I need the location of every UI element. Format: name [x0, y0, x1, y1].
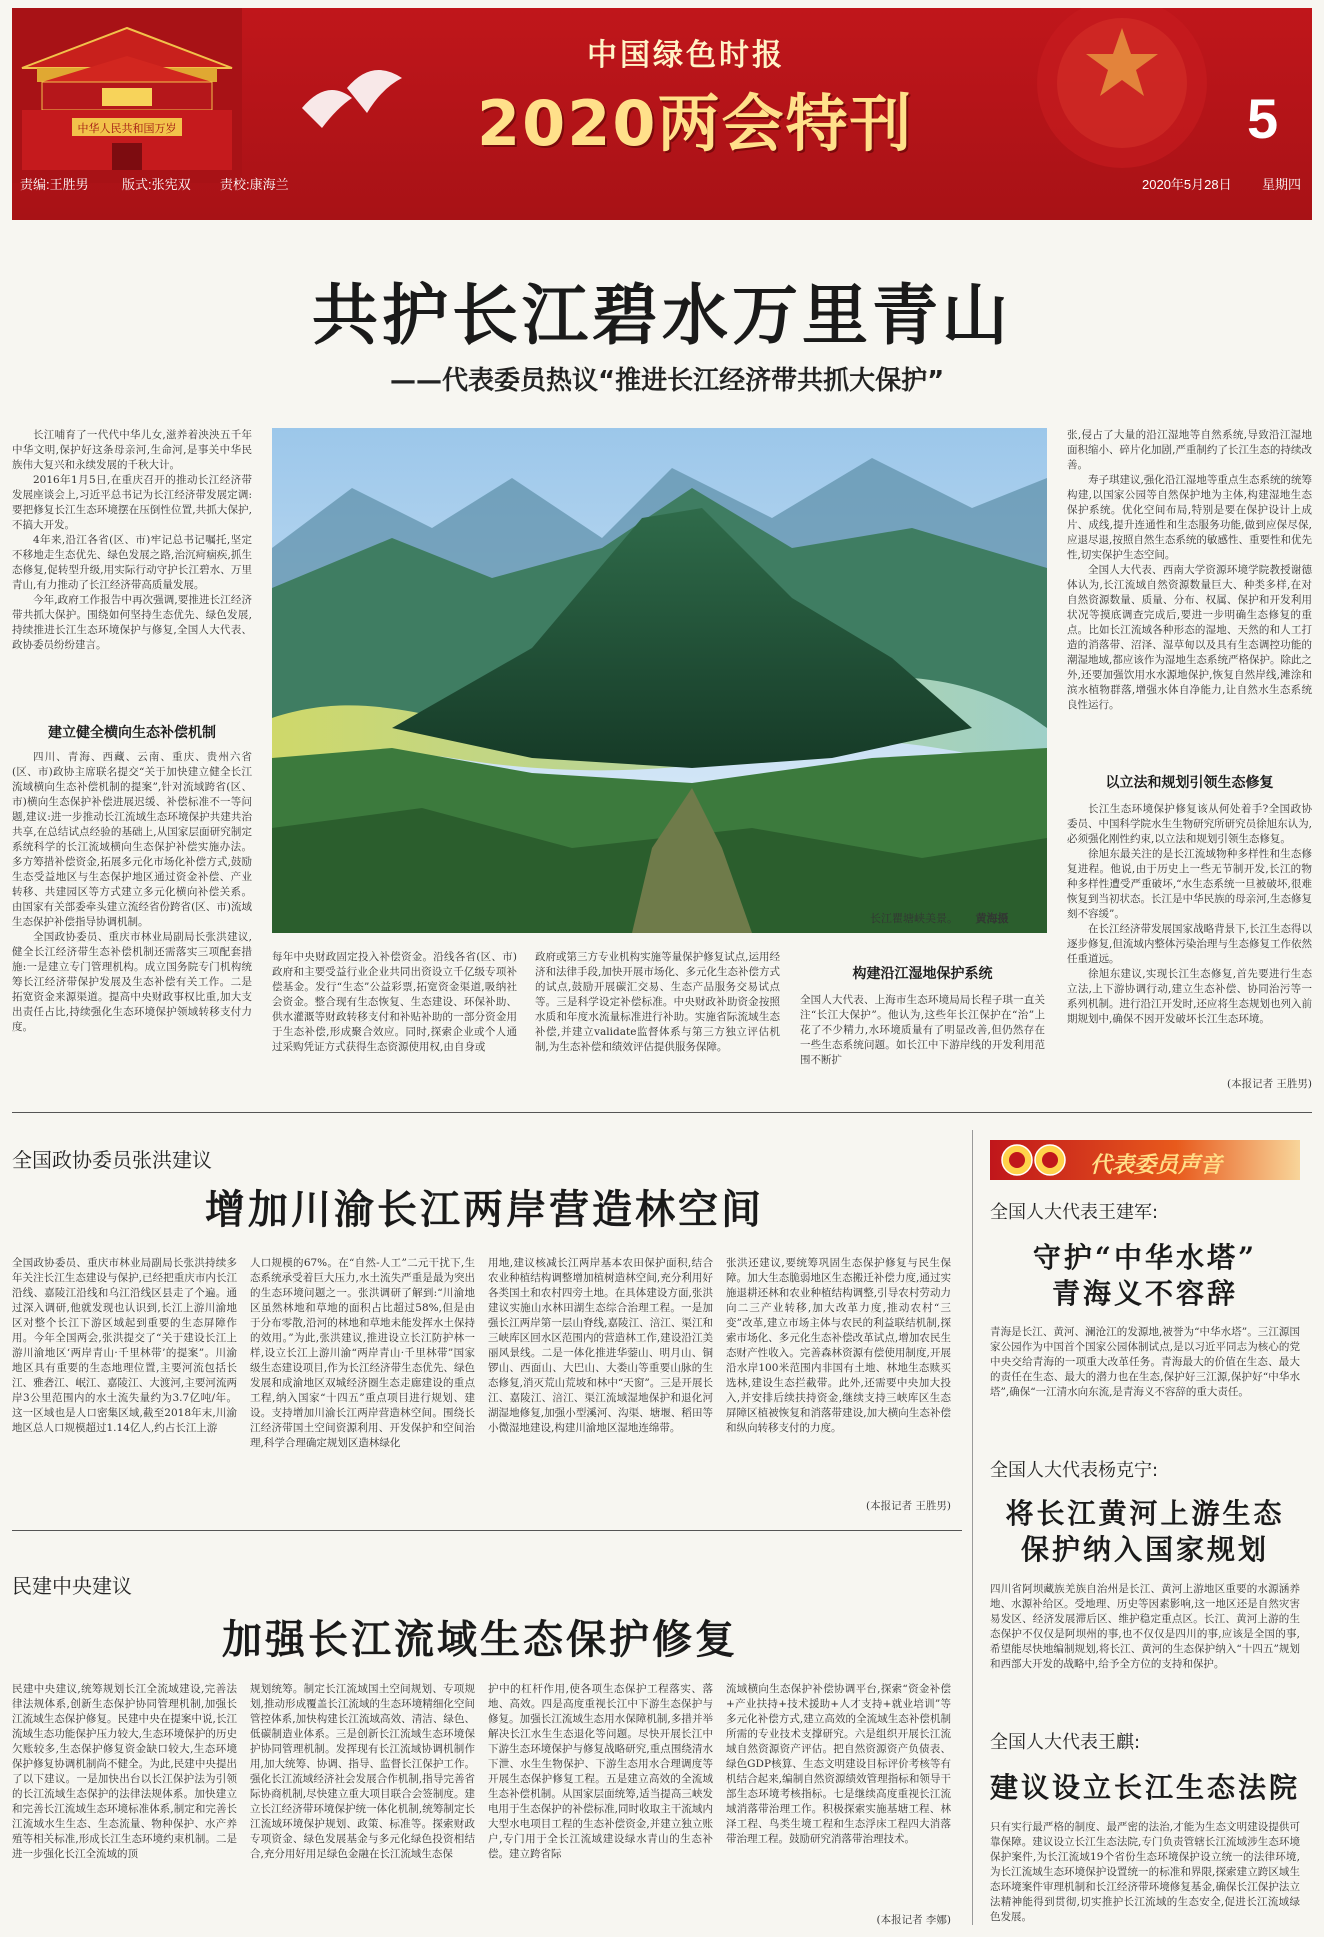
- article-column: 只有实行最严格的制度、最严密的法治,才能为生态文明建设提供可靠保障。建议设立长江生态法院,专门负责管辖长江流域涉生态环境保护案件,为长江流域19个省份生态环境保护设立统一的法律环境,为长江流域生态环境保护设置统一的标准和界限,探索建立跨区域生态环境案件审理机制和长江经济带环境修复基金,确保长江保护法立法精神能得到贯彻,切实推护长江流域的生态安全,促进长江流域绿色发展。: [990, 1821, 1300, 1923]
- article-column: 护中的杠杆作用,使各项生态保护工程落实、落地、高效。四是高度重视长江中下游生态保护与修复。加强长江流域生态用水保障机制,多措并举解决长江水生生态退化等问题。尽快开展长江中下游生态环境保护与修复战略研究,重点围绕清水下泄、水生生物保护、下游生态用水合理调度等开展生态保护修复工程。五是建立高效的全流域生态补偿机制。从国家层面统筹,适当提高三峡发电用于生态保护的补偿标准,同时收取主干流域内大型水电项目工程的生态补偿资金,并建立独立账户,专门用于全长江流域建设绿水青山的生态补偿。建立跨省际: [488, 1683, 713, 1860]
- article-column: 四川省阿坝藏族羌族自治州是长江、黄河上游地区重要的水源涵养地、水源补给区。受地理、历史等因素影响,这一地区还是自然灾害易发区、经济发展滞后区、维护稳定重点区。长江、黄河上游的生态保护不仅仅是阿坝州的事,也不仅仅是四川的事,应该是全国的事,希望能尽快地编制规划,将长江、黄河的生态保护纳入“十四五”规划和西部大开发的战略中,给予全方位的支持和保护。: [990, 1583, 1300, 1670]
- section-label: 全国政协委员张洪建议: [12, 1148, 212, 1172]
- byline: (本报记者 王胜男): [865, 1500, 951, 1512]
- main-story-column-3: 政府或第三方专业机构实施等量保护修复试点,运用经济和法律手段,加快开展市场化、多元化生态补偿方式的试点,鼓励开展碳汇交易、生态产品服务交易试点等。三是科学设定补偿标准。中央财政补助资金按照水质和年度水流量标准进行补助。实施省际流域生态补偿,并建立validate监督体系与第三方独立评估机制,为生态补偿和绩效评估提供服务保障。: [535, 951, 780, 1053]
- article-title-line: 守护“中华水塔”: [1032, 1241, 1258, 1274]
- section-label: 民建中央建议: [12, 1574, 132, 1598]
- article-title: [990, 1240, 1300, 1312]
- main-story-column-1b: [12, 750, 252, 1080]
- paragraph: 张,侵占了大量的沿江湿地等自然系统,导致沿江湿地面积缩小、碎片化加剧,严重制约了长江生态的持续改善。: [1067, 429, 1312, 471]
- paragraph: 2016年1月5日,在重庆召开的推动长江经济带发展座谈会上,习近平总书记为长江经济带发展定调:要把修复长江生态环境摆在压倒性位置,共抓大保护,不搞大开发。: [12, 474, 252, 531]
- article-title-line: 保护纳入国家规划: [1020, 1533, 1269, 1566]
- paragraph: 徐旭东最关注的是长江流域物种多样性和生态修复进程。他说,由于历史上一些无节制开发,长江的物种多样性遭受严重破坏,“水生态系统一旦被破坏,很难恢复到当初状态。长江是中华民族的母亲河,生态修复刻不容缓”。: [1067, 848, 1312, 920]
- paragraph: 全国人大代表、西南大学资源环境学院教授谢德体认为,长江流域自然资源数量巨大、种类多样,在对自然资源数量、质量、分布、权属、保护和开发利用状况等摸底调查完成后,要进一步明确生态修复的重点。比如长江流域各种形态的湿地、天然的和人工打造的消落带、沼泽、湿草甸以及具有生态调控功能的潮湿地域,都应该作为湿地生态系统严格保护。除此之外,还要加强饮用水水源地保护,恢复自然岸线,滩涂和滨水植物群落,增强水体自净能力,让自然水生态系统良性运行。: [1067, 564, 1312, 711]
- proof-credit: 责校:康海兰: [220, 177, 289, 192]
- main-story-column-5b: [1067, 802, 1312, 1072]
- article-title: 加强长江流域生态保护修复: [222, 1616, 738, 1663]
- article-column: 人口规模的67%。在“自然-人工”二元干扰下,生态系统承受着巨大压力,水土流失严重是最为突出的生态环境问题之一。张洪调研了解到:“川渝地区虽然林地和草地的面积占比超过58%,但是由于分布零散,沿河的林地和草地未能发挥水土保持的效用。”为此,张洪建议,推进设立长江防护林一样,设立长江上游川渝“两岸青山·千里林带”国家级生态建设项目,作为长江经济带生态优先、绿色发展和成渝地区双城经济圈生态走廊建设的重点工程,纳入国家“十四五”重点项目进行规划、建设。支持增加川渝长江两岸营造林空间。围绕长江经济带国土空间资源利用、开发保护和空间治理,科学合理确定规划区造林绿化: [250, 1257, 475, 1449]
- paragraph: 今年,政府工作报告中再次强调,要推进长江经济带共抓大保护。围绕如何坚持生态优先、绿色发展,持续推进长江生态环境保护与修复,全国人大代表、政协委员纷纷建言。: [12, 594, 252, 651]
- article-title-line: 青海义不容辞: [1051, 1277, 1238, 1310]
- photo-credit: 黄海摄: [975, 912, 1009, 925]
- section-label: 全国人大代表杨克宁:: [990, 1460, 1159, 1481]
- voices-banner-text: 代表委员声音: [1090, 1153, 1223, 1178]
- article-column: 规划统筹。制定长江流域国土空间规划、专项规划,推动形成覆盖长江流域的生态环境精细化空间管控体系,加快构建长江流域高效、清洁、绿色、低碳制造业体系。三是创新长江流域生态环境保护协同管理机制。发挥现有长江流域协调机制作用,加大统筹、协调、指导、监督长江保护工作。强化长江流域经济社会发展合作机制,指导完善省际协商机制,尽快建立重大项目联合会签制度。建立长江经济带环境保护统一体化机制,统筹制定长江流域环境保护规划、政策、标准等。探索财政专项资金、绿色发展基金与多元化绿色投资相结合,充分用好用足绿色金融在长江流域生态保: [250, 1683, 475, 1860]
- two-sessions-emblem-icon: [1000, 1143, 1070, 1177]
- newspaper-name: 中国绿色时报: [587, 38, 785, 73]
- main-story-column-1: [12, 428, 252, 718]
- paragraph: 长江生态环境保护修复该从何处着手?全国政协委员、中国科学院水生生物研究所研究员徐旭东认为,必须强化刚性约束,以立法和规划引领生态修复。: [1067, 803, 1312, 845]
- layout-credit: 版式:张宪双: [122, 177, 191, 192]
- column-divider: [972, 1130, 973, 1925]
- main-subheadline: ——代表委员热议“推进长江经济带共抓大保护”: [390, 366, 945, 396]
- paragraph: 全国政协委员、重庆市林业局副局长张洪建议,健全长江经济带生态补偿机制还需落实三项配套措施:一是建立专门管理机构。成立国务院专门机构统筹长江经济带保护发展及生态补偿有关工作。二是拓宽资金来源渠道。提高中央财政事权比重,加大支出责任占比,持续强化生态环境保护领域转移支付力度。: [12, 931, 252, 1033]
- paragraph: 寿子琪建议,强化沿江湿地等重点生态系统的统筹构建,以国家公园等自然保护地为主体,构建湿地生态保护系统。优化空间布局,特别是要在保护设计上成片、成线,提升连通性和生态服务功能,做到应保尽保,应退尽退,按照自然生态系统的敏感性、重要性和优先性,切实保护生态空间。: [1067, 474, 1312, 561]
- editor-credit: 责编:王胜男: [20, 177, 89, 192]
- main-headline: 共护长江碧水万里青山: [312, 276, 1012, 354]
- paragraph: 在长江经济带发展国家战略背景下,长江生态得以逐步修复,但流域内整体污染治理与生态修复工作依然任重道远。: [1067, 923, 1312, 965]
- gate-slogan: 中华人民共和国万岁: [77, 122, 177, 135]
- issue-date: 2020年5月28日: [1142, 177, 1232, 192]
- yangtze-gorge-photo: [272, 428, 1047, 933]
- doves-icon: [292, 48, 412, 138]
- paragraph: 长江哺育了一代代中华儿女,滋养着泱泱五千年中华文明,保护好这条母亲河,生命河,是事关中华民族伟大复兴和永续发展的千秋大计。: [12, 429, 252, 471]
- byline: (本报记者 李娜): [876, 1914, 951, 1926]
- byline: (本报记者 王胜男): [1226, 1078, 1312, 1090]
- section-label: 全国人大代表王麒:: [990, 1732, 1141, 1753]
- national-emblem-icon: [1027, 8, 1217, 178]
- section-subhead: 建立健全横向生态补偿机制: [48, 725, 216, 741]
- paragraph: 四川、青海、西藏、云南、重庆、贵州六省(区、市)政协主席联名提交“关于加快建立健全长江流域横向生态补偿机制的提案”,针对流域跨省(区、市)横向生态保护补偿进展迟缓、补偿标准不一等问题,建议:进一步推动长江流域生态环境保护共建共治共享,在总结试点经验的基础上,从国家层面研究制定系统科学的长江流域横向生态保护补偿实施办法。多方筹措补偿资金,拓展多元化市场化补偿方式,鼓励生态受益地区与生态保护地区通过资金补偿、产业转移、共建园区等方式建立多元化横向补偿关系。由国家有关部委牵头建立流经省份跨省(区、市)流域生态保护补偿指导协调机制。: [12, 751, 252, 928]
- page-number: 5: [1247, 87, 1279, 150]
- section-subhead: 构建沿江湿地保护系统: [852, 966, 993, 982]
- section-divider: [12, 1112, 1312, 1113]
- article-title-line: 将长江黄河上游生态: [1005, 1497, 1285, 1530]
- section-subhead: 以立法和规划引领生态修复: [1105, 775, 1274, 791]
- main-story-column-5: [1067, 428, 1312, 746]
- special-edition-title: 2020两会特刊: [477, 87, 914, 160]
- section-divider: [12, 1530, 962, 1531]
- section-label: 全国人大代表王建军:: [990, 1202, 1159, 1223]
- article-column: 民建中央建议,统筹规划长江全流域建设,完善法律法规体系,创新生态保护协同管理机制,加强长江流域生态保护修复。民建中央在提案中说,长江流域生态功能保护压力较大,生态环境保护的历史欠账较多,生态保护修复资金缺口较大,生态环境保护修复协调机制尚不健全。为此,民建中央提出了以下建议。一是加快出台以长江保护法为引领的长江流域生态保护的法律法规体系。加快建立和完善长江流域生态环境标准体系,制定和完善长江流域水生生态、生态流量、物种保护、水产养殖等相关标准,形成长江生态环境约束机制。二是进一步强化长江全流域的顶: [12, 1683, 237, 1860]
- main-story-column-2: 每年中央财政固定投入补偿资金。沿线各省(区、市)政府和主要受益行业企业共同出资设立千亿级专项补偿基金。发行“生态”公益彩票,拓宽资金渠道,吸纳社会资金。整合现有生态恢复、生态建设、环保补助、供水灌溉等财政转移支付和补贴补助的一部分资金用于生态补偿,形成聚合效应。同时,探索企业或个人通过采购凭证方式获得生态资源使用权,由自身或: [272, 951, 517, 1053]
- paragraph: 徐旭东建议,实现长江生态修复,首先要进行生态立法,上下游协调行动,建立生态补偿、协同治污等一系列机制。进行沿江开发时,还应将生态规划也列入前期规划中,确保不因开发破坏长江生态环境。: [1067, 968, 1312, 1025]
- photo-caption: [870, 910, 1008, 926]
- photo-caption-text: 长江瞿塘峡美景。: [870, 912, 958, 925]
- paragraph: 4年来,沿江各省(区、市)牢记总书记嘱托,坚定不移地走生态优先、绿色发展之路,治沉疴痼疾,抓生态修复,促转型升级,用实际行动守护长江碧水、万里青山,有力推动了长江经济带高质量发展。: [12, 534, 252, 591]
- article-column: 青海是长江、黄河、澜沧江的发源地,被誉为“中华水塔”。三江源国家公园作为中国首个国家公园体制试点,是以习近平同志为核心的党中央交给青海的一项重大改革任务。青海最大的价值在生态、最大的责任在生态、最大的潜力也在生态,保护好三江源,保护好“中华水塔”,确保“一江清水向东流,是青海义不容辞的重大责任。: [990, 1326, 1300, 1398]
- article-title: 增加川渝长江两岸营造林空间: [205, 1186, 764, 1233]
- main-story-column-4: 全国人大代表、上海市生态环境局局长程子琪一直关注“长江大保护”。他认为,这些年长江保护在“治”上花了不少精力,水环境质量有了明显改善,但仍然存在一些生态系统问题。如长江中下游岸线的开发利用范围不断扩: [800, 994, 1045, 1066]
- tiananmen-gate-illustration: [12, 8, 242, 183]
- article-column: 全国政协委员、重庆市林业局副局长张洪持续多年关注长江生态建设与保护,已经把重庆市内长江沿线、嘉陵江沿线和乌江沿线区县走了个遍。通过深入调研,他就发现也认识到,长江上游川渝地区对整个长江下游区域起到重要的生态屏障作用。今年全国两会,张洪提交了“关于建设长江上游川渝地区‘两岸青山·千里林带’的提案”。川渝地区具有重要的生态地理位置,主要河流包括长江、雅砻江、岷江、嘉陵江、大渡河,主要河流两岸3公里范围内的水土流失量约为3.7亿吨/年。这一区域也是人口密集区域,截至2018年末,川渝地区总人口规模超过1.14亿人,约占长江上游: [12, 1257, 237, 1434]
- article-column: 用地,建议核减长江两岸基本农田保护面积,结合农业种植结构调整增加植树造林空间,充分利用好各类国土和农村四旁土地。在具体建设方面,张洪建议实施山水林田湖生态综合治理工程。一是加强长江两岸第一层山脊线,嘉陵江、涪江、渠江和三峡库区回水区范围内的营造林工作,建设沿江美丽风景线。二是一体化推进华蓥山、明月山、铜锣山、西面山、大巴山、大娄山等重要山脉的生态修复,消灭荒山荒坡和林中“天窗”。三是开展长江、嘉陵江、涪江、渠江流域湿地保护和退化河湖湿地修复,加强小型溪河、沟渠、塘堰、稻田等小微湿地建设,构建川渝地区湿地连绵带。: [488, 1257, 713, 1434]
- article-title: 建议设立长江生态法院: [990, 1771, 1301, 1804]
- article-column: 流域横向生态保护补偿协调平台,探索“资金补偿+产业扶持+技术援助+人才支持+就业培训”等多元化补偿方式,建立高效的全流域生态补偿机制所需的专业技术支撑研究。六是组织开展长江流域自然资源资产评估。把自然资源资产负债表、绿色GDP核算、生态文明建设目标评价考核等有机结合起来,编制自然资源绩效管理指标和领导干部生态环境考核指标。七是继续高度重视长江流域消落带治理工作。积极探索实施基塘工程、林泽工程、鸟类生境工程和生态浮床工程四大消落带治理工程。鼓励研究消落带治理技术。: [726, 1683, 951, 1845]
- masthead-banner: [12, 8, 1312, 220]
- article-title: [990, 1496, 1300, 1568]
- credits-bar: [12, 168, 1312, 198]
- article-column: 张洪还建议,要统筹巩固生态保护修复与民生保障。加大生态脆弱地区生态搬迁补偿力度,通过实施退耕还林和农业种植结构调整,引导农村劳动力向二三产业转移,加大改革力度,推动农村“三变”改革,建立市场主体与农民的利益联结机制,探索市场化、多元化生态补偿改革试点,增加农民生态财产性收入。完善森林资源有偿使用制度,开展沿水岸100米范围内非国有土地、林地生态赎买选林,建设生态拦截带。此外,还需要中央加大投入,并安排后续扶持资金,继续支持三峡库区生态屏障区植被恢复和消落带建设,加大横向生态补偿和纵向转移支付的力度。: [726, 1257, 951, 1434]
- issue-weekday: 星期四: [1262, 177, 1302, 192]
